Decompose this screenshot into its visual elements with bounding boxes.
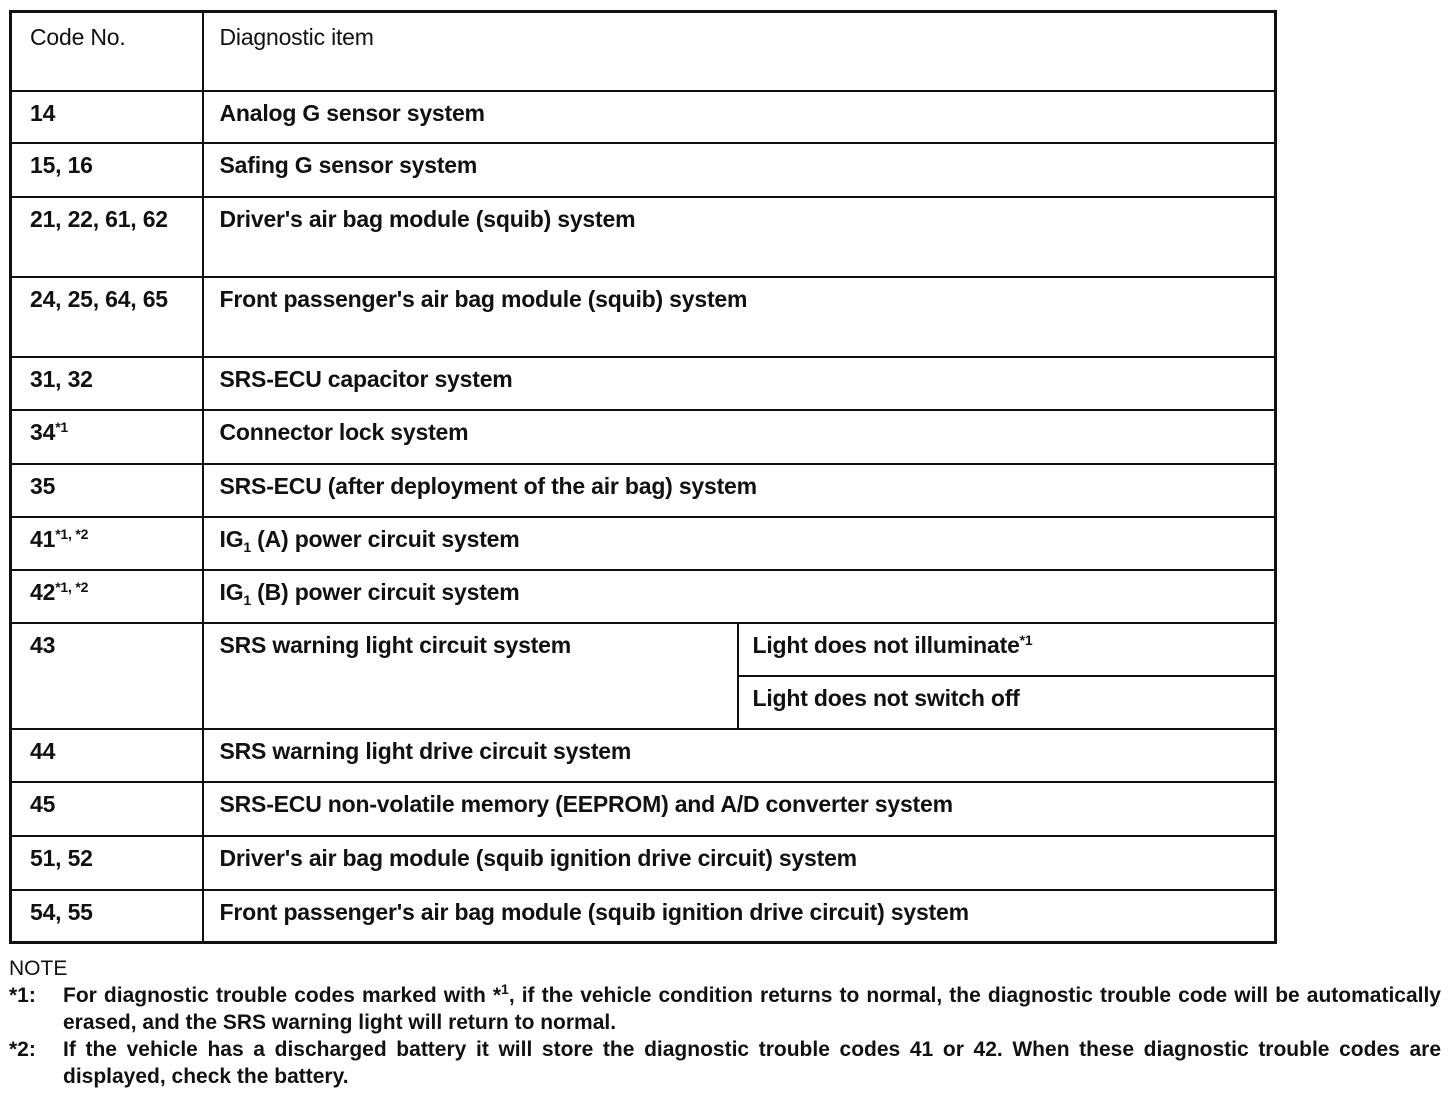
table-row xyxy=(11,836,1276,890)
table-row xyxy=(11,464,1276,517)
table-row xyxy=(11,890,1276,943)
footnote-mark: *1, *2 xyxy=(55,578,89,595)
note-item xyxy=(9,1036,1441,1090)
item-cell: SRS-ECU capacitor system xyxy=(203,357,1276,410)
table-row xyxy=(11,143,1276,197)
note-text xyxy=(63,982,1441,1036)
table-row xyxy=(11,729,1276,782)
table-row xyxy=(11,517,1276,570)
condition-cell: Light does not switch off xyxy=(738,676,1276,729)
item-suffix: (B) power circuit system xyxy=(250,578,520,605)
item-cell: SRS-ECU non-volatile memory (EEPROM) and A/D converter system xyxy=(203,782,1276,836)
item-subscript: 1 xyxy=(243,591,251,608)
code-cell: 43 xyxy=(11,623,203,729)
table-row xyxy=(11,570,1276,623)
code-cell: 54, 55 xyxy=(11,890,203,943)
item-cell: Safing G sensor system xyxy=(203,143,1276,197)
item-cell: Analog G sensor system xyxy=(203,91,1276,143)
footnote-mark: *1, *2 xyxy=(55,525,89,542)
item-cell xyxy=(203,517,1276,570)
notes-section xyxy=(9,955,1441,1090)
note-marker: *1: xyxy=(9,984,36,1007)
item-cell: Driver's air bag module (squib ignition drive circuit) system xyxy=(203,836,1276,890)
footnote-mark: *1 xyxy=(55,418,69,435)
item-cell: Front passenger's air bag module (squib) system xyxy=(203,277,1276,357)
table-row xyxy=(11,623,1276,676)
item-cell: SRS warning light drive circuit system xyxy=(203,729,1276,782)
item-cell: SRS warning light circuit system xyxy=(203,623,738,729)
code-cell xyxy=(11,410,203,464)
item-cell: Driver's air bag module (squib) system xyxy=(203,197,1276,277)
code-cell: 21, 22, 61, 62 xyxy=(11,197,203,277)
code-cell: 31, 32 xyxy=(11,357,203,410)
item-cell: SRS-ECU (after deployment of the air bag) system xyxy=(203,464,1276,517)
code-value: 41 xyxy=(30,525,56,552)
code-value: 42 xyxy=(30,578,56,605)
note-marker: *2: xyxy=(9,1038,36,1061)
table-header-row xyxy=(11,12,1276,91)
code-value: 34 xyxy=(30,418,56,445)
code-cell xyxy=(11,517,203,570)
note-item xyxy=(9,982,1441,1036)
item-cell: Connector lock system xyxy=(203,410,1276,464)
header-diagnostic-item: Diagnostic item xyxy=(203,12,1276,91)
table-row xyxy=(11,277,1276,357)
footnote-mark: *1 xyxy=(1019,631,1033,648)
code-cell xyxy=(11,570,203,623)
table-row xyxy=(11,91,1276,143)
code-cell: 51, 52 xyxy=(11,836,203,890)
item-subscript: 1 xyxy=(243,538,251,555)
note-text-part: , if the vehicle condition returns to normal, the diagnostic trouble code will be automatically erased, and the SRS warning light will return to normal. xyxy=(63,984,1441,1034)
item-cell xyxy=(203,570,1276,623)
table-row xyxy=(11,410,1276,464)
code-cell: 24, 25, 64, 65 xyxy=(11,277,203,357)
table-row xyxy=(11,197,1276,277)
code-cell: 35 xyxy=(11,464,203,517)
condition-cell xyxy=(738,623,1276,676)
footnote-mark: 1 xyxy=(501,981,509,997)
notes-title: NOTE xyxy=(9,957,68,980)
code-cell: 15, 16 xyxy=(11,143,203,197)
code-cell: 45 xyxy=(11,782,203,836)
condition-text: Light does not illuminate xyxy=(752,631,1020,658)
item-suffix: (A) power circuit system xyxy=(250,525,520,552)
item-cell: Front passenger's air bag module (squib ignition drive circuit) system xyxy=(203,890,1276,943)
code-cell: 14 xyxy=(11,91,203,143)
item-prefix: IG xyxy=(219,525,244,552)
note-text-part: For diagnostic trouble codes marked with * xyxy=(63,984,502,1007)
item-prefix: IG xyxy=(219,578,244,605)
table-row xyxy=(11,357,1276,410)
diagnostic-code-table xyxy=(9,10,1277,944)
table-row xyxy=(11,782,1276,836)
header-code-no: Code No. xyxy=(11,12,203,91)
note-text: If the vehicle has a discharged battery it will store the diagnostic trouble codes 41 or 42. When these diagnostic trouble codes are displayed, check the battery. xyxy=(63,1038,1441,1088)
code-cell: 44 xyxy=(11,729,203,782)
